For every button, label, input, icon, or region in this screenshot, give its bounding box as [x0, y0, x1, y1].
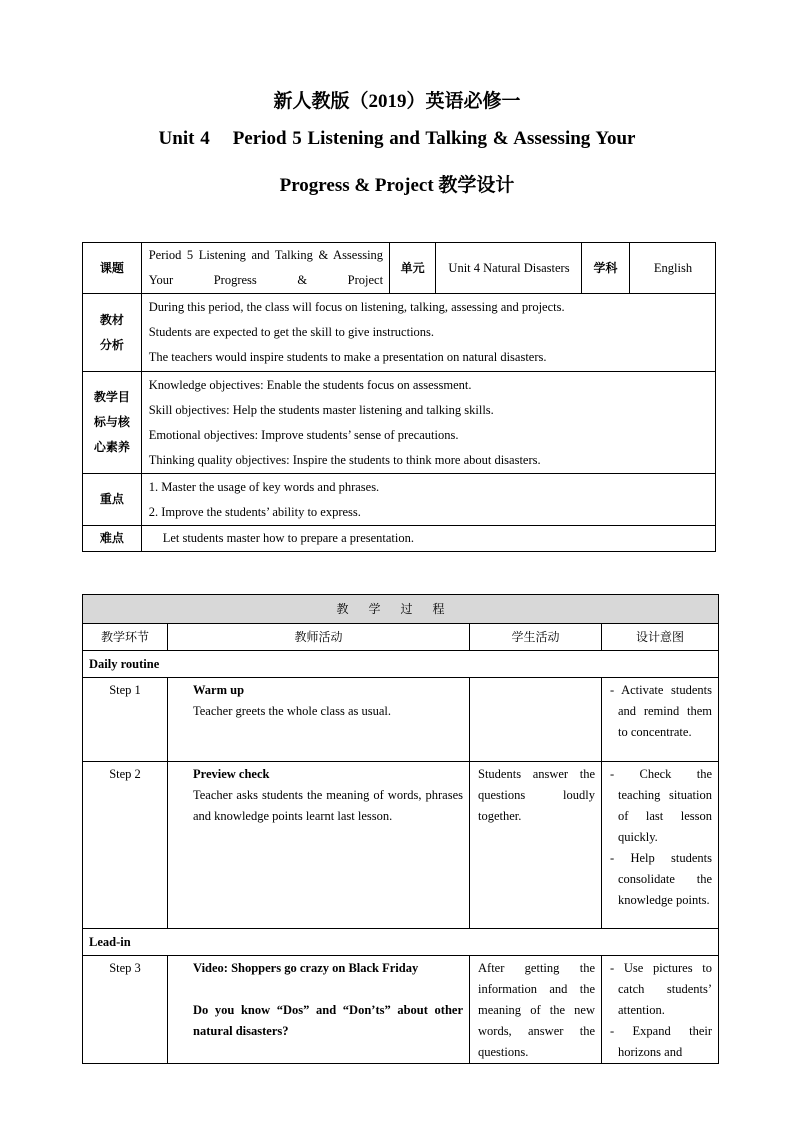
lesson-info-table [82, 242, 716, 552]
objectives-row [83, 372, 716, 474]
teacher-activity-text: Do you know “Dos” and “Don’ts” about other natural disasters? [193, 1003, 463, 1038]
student-activity [470, 678, 602, 762]
objective-line: Emotional objectives: Improve students’ sense of precautions. [148, 427, 459, 442]
process-heading-row [83, 595, 719, 624]
document-title: 新人教版（2019）英语必修一 [273, 91, 521, 112]
teacher-activity-title: Video: Shoppers go crazy on Black Friday [193, 961, 419, 975]
topic-label: 课题 [83, 243, 142, 294]
design-intent [602, 678, 719, 762]
col-intent-header: 设计意图 [602, 624, 719, 651]
key-points-row [83, 474, 716, 526]
objectives-label: 教学目标与核心素养 [83, 372, 142, 474]
section-daily-routine: Daily routine [83, 651, 719, 678]
col-student-header: 学生活动 [470, 624, 602, 651]
intent-item: - Expand their horizons and [610, 1024, 713, 1059]
teacher-activity-text: Teacher asks students the meaning of words, phrases and knowledge points learnt last lesson. [193, 788, 463, 823]
teacher-activity [168, 678, 470, 762]
analysis-line: During this period, the class will focus on listening, talking, assessing and projects. [148, 300, 565, 314]
student-activity: After getting the information and the meaning of the new words, answer the questions. [470, 956, 602, 1064]
col-stage-header: 教学环节 [83, 624, 168, 651]
teacher-activity [168, 762, 470, 929]
intent-item: - Use pictures to catch students’ attention. [610, 961, 713, 1017]
document-subtitle: Unit 4 Period 5 Listening and Talking & Assessing Your [158, 128, 636, 149]
teacher-activity-text: Teacher greets the whole class as usual. [193, 704, 392, 718]
key-point-line: 1. Master the usage of key words and phrases. [148, 479, 380, 494]
teacher-activity-title: Warm up [193, 683, 245, 697]
section-lead-in: Lead-in [83, 929, 719, 956]
teaching-process-table [82, 594, 719, 1064]
student-activity: Students answer the questions loudly together. [470, 762, 602, 929]
key-points-label: 重点 [83, 474, 142, 526]
key-point-line: 2. Improve the students’ ability to express. [148, 504, 361, 519]
column-header-row [83, 624, 719, 651]
analysis-row [83, 294, 716, 372]
step-row [83, 956, 719, 1064]
unit-label: 单元 [390, 243, 436, 294]
difficulty-value: Let students master how to prepare a presentation. [141, 526, 715, 552]
intent-item: - Check the teaching situation of last lesson quickly. [610, 767, 713, 844]
step-number: Step 2 [83, 762, 168, 929]
step-row [83, 762, 719, 929]
topic-row [83, 243, 716, 294]
objective-line: Knowledge objectives: Enable the students focus on assessment. [148, 377, 472, 392]
step-number: Step 1 [83, 678, 168, 762]
intent-item: - Help students consolidate the knowledge points. [610, 851, 713, 907]
topic-value: Period 5 Listening and Talking & Assessing Your Progress & Project [141, 243, 389, 294]
difficulty-row [83, 526, 716, 552]
analysis-line: The teachers would inspire students to make a presentation on natural disasters. [148, 350, 547, 364]
step-row [83, 678, 719, 762]
intent-item: - Activate students and remind them to concentrate. [610, 683, 713, 739]
analysis-label: 教材分析 [83, 294, 142, 372]
document-subtitle-continued: Progress & Project 教学设计 [279, 175, 515, 196]
design-intent [602, 956, 719, 1064]
analysis-line: Students are expected to get the skill to give instructions. [148, 325, 435, 339]
key-points-content [141, 474, 715, 526]
difficulty-label: 难点 [83, 526, 142, 552]
design-intent [602, 762, 719, 929]
objective-line: Thinking quality objectives: Inspire the students to think more about disasters. [148, 452, 541, 467]
step-number: Step 3 [83, 956, 168, 1064]
objective-line: Skill objectives: Help the students master listening and talking skills. [148, 402, 494, 417]
objectives-content [141, 372, 715, 474]
teacher-activity [168, 956, 470, 1064]
section-row [83, 929, 719, 956]
col-teacher-header: 教师活动 [168, 624, 470, 651]
subject-value: English [630, 243, 716, 294]
analysis-content [141, 294, 715, 372]
section-row [83, 651, 719, 678]
teacher-activity-title: Preview check [193, 767, 270, 781]
subject-label: 学科 [581, 243, 629, 294]
unit-value: Unit 4 Natural Disasters [436, 243, 582, 294]
process-heading: 教学过程 [83, 595, 719, 624]
